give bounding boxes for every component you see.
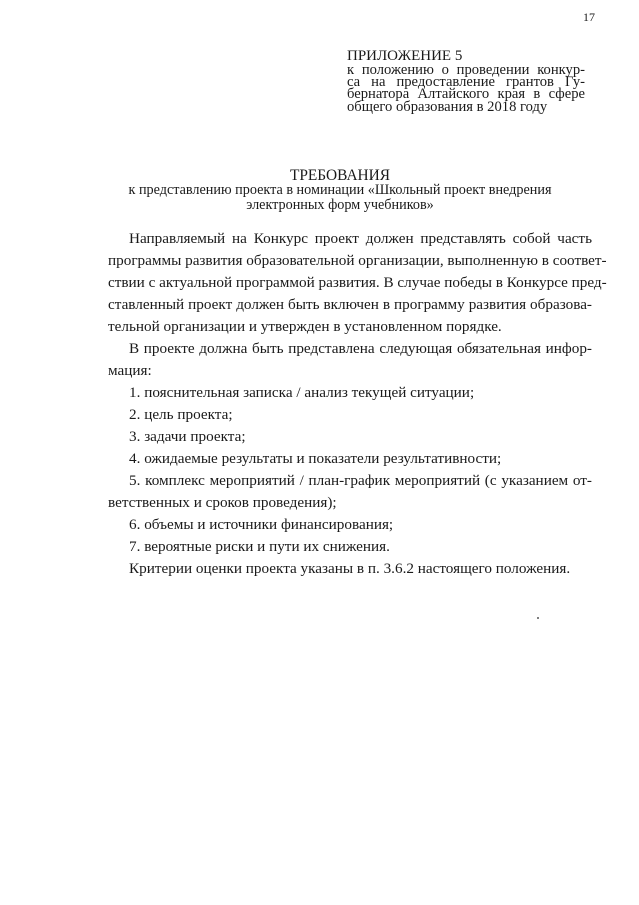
list-item: 3. задачи проекта;: [129, 428, 246, 445]
scan-speck: [537, 617, 539, 619]
page-number: 17: [583, 10, 595, 24]
requirements-subtitle: [90, 183, 590, 214]
appendix-title: ПРИЛОЖЕНИЕ 5: [347, 48, 463, 64]
paragraph-line: Критерии оценки проекта указаны в п. 3.6.2 настоящего положения.: [129, 560, 571, 577]
subtitle-line: электронных форм учебников»: [246, 197, 434, 214]
paragraph-line: В проекте должна быть представлена следующая обязательная инфор-: [129, 340, 592, 357]
paragraph-line: ствии с актуальной программой развития. В случае победы в Конкурсе пред-: [108, 274, 607, 291]
appendix-line: общего образования в 2018 году: [347, 98, 548, 115]
document-body: [108, 228, 607, 580]
appendix-line: бернатора Алтайского края в сфере: [347, 86, 585, 103]
list-item: 7. вероятные риски и пути их снижения.: [129, 538, 390, 555]
subtitle-line: к представлению проекта в номинации «Школьный проект внедрения: [128, 182, 552, 198]
list-item: 1. пояснительная записка / анализ текущей ситуации;: [129, 384, 475, 401]
paragraph-line: мация:: [108, 362, 152, 379]
paragraph-line: тельной организации и утвержден в установленном порядке.: [108, 318, 502, 335]
list-item: 4. ожидаемые результаты и показатели результативности;: [129, 450, 502, 467]
requirements-title: ТРЕБОВАНИЯ: [289, 167, 391, 184]
appendix-block: [347, 48, 585, 113]
appendix-line: са на предоставление грантов Гу-: [347, 74, 585, 91]
appendix-line: к положению о проведении конкур-: [347, 62, 585, 78]
list-item: 2. цель проекта;: [129, 406, 233, 423]
list-item: 5. комплекс мероприятий / план-график мероприятий (с указанием от-: [129, 472, 592, 489]
list-item-continuation: ветственных и сроков проведения);: [108, 494, 337, 511]
list-item: 6. объемы и источники финансирования;: [129, 516, 394, 533]
paragraph-line: ставленный проект должен быть включен в программу развития образова-: [108, 296, 592, 313]
paragraph-line: программы развития образовательной организации, выполненную в соответ-: [108, 252, 607, 269]
paragraph-line: Направляемый на Конкурс проект должен представлять собой часть: [129, 230, 592, 247]
